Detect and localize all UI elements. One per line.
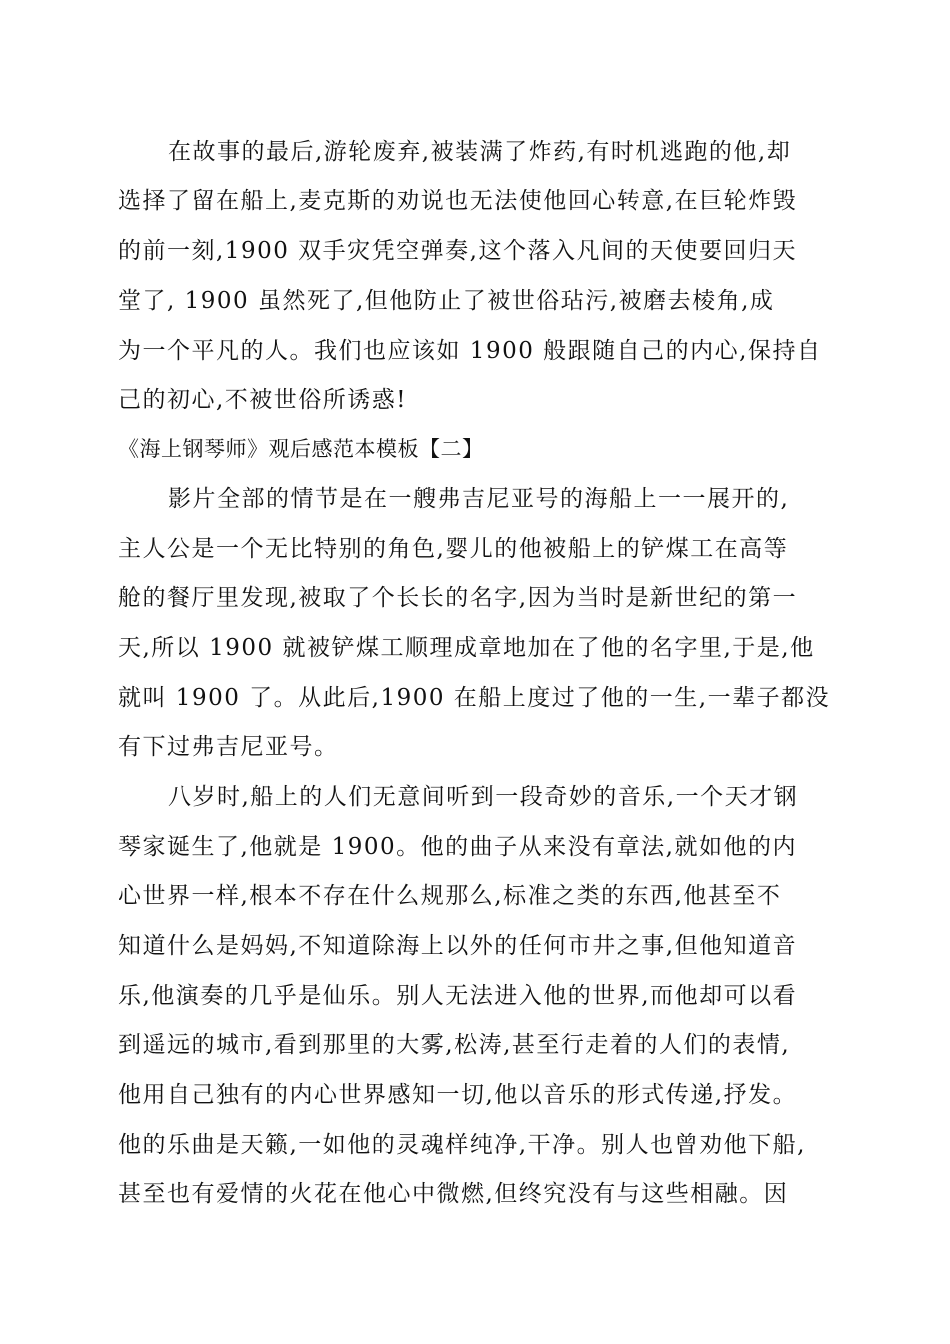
paragraph-line: 天,所以 1900 就被铲煤工顺理成章地加在了他的名字里,于是,他	[118, 635, 815, 661]
paragraph-line: 到遥远的城市,看到那里的大雾,松涛,甚至行走着的人们的表情,	[118, 1032, 791, 1058]
section-heading: 《海上钢琴师》观后感范本模板【二】	[118, 437, 484, 461]
paragraph-line: 有下过弗吉尼亚号。	[118, 734, 339, 760]
paragraph-line: 他用自己独有的内心世界感知一切,他以音乐的形式传递,抒发。	[118, 1082, 798, 1108]
paragraph-line: 的前一刻,1900 双手灾凭空弹奏,这个落入凡间的天使要回归天	[118, 238, 797, 264]
paragraph-line: 主人公是一个无比特别的角色,婴儿的他被船上的铲煤工在高等	[118, 536, 789, 562]
paragraph-line: 就叫 1900 了。从此后,1900 在船上度过了他的一生,一辈子都没	[118, 685, 831, 711]
paragraph-line: 己的初心,不被世俗所诱惑!	[118, 387, 408, 413]
paragraph-line: 舱的餐厅里发现,被取了个长长的名字,因为当时是新世纪的第一	[118, 585, 798, 611]
paragraph-line: 为一个平凡的人。我们也应该如 1900 般跟随自己的内心,保持自	[118, 338, 822, 364]
paragraph-line: 知道什么是妈妈,不知道除海上以外的任何市井之事,但他知道音	[118, 933, 798, 959]
paragraph-line: 在故事的最后,游轮废弃,被装满了炸药,有时机逃跑的他,却	[168, 139, 792, 165]
paragraph-line: 甚至也有爱情的火花在他心中微燃,但终究没有与这些相融。因	[118, 1181, 789, 1207]
paragraph-line: 八岁时,船上的人们无意间听到一段奇妙的音乐,一个天才钢	[168, 784, 799, 810]
paragraph-line: 影片全部的情节是在一艘弗吉尼亚号的海船上一一展开的,	[168, 486, 790, 512]
paragraph-line: 选择了留在船上,麦克斯的劝说也无法使他回心转意,在巨轮炸毁	[118, 188, 798, 214]
paragraph-line: 琴家诞生了,他就是 1900。他的曲子从来没有章法,就如他的内	[118, 834, 797, 860]
paragraph-line: 乐,他演奏的几乎是仙乐。别人无法进入他的世界,而他却可以看	[118, 983, 798, 1009]
paragraph-line: 他的乐曲是天籁,一如他的灵魂样纯净,干净。别人也曾劝他下船,	[118, 1132, 806, 1158]
paragraph-line: 堂了, 1900 虽然死了,但他防止了被世俗玷污,被磨去棱角,成	[118, 288, 775, 314]
paragraph-line: 心世界一样,根本不存在什么规那么,标准之类的东西,他甚至不	[118, 883, 782, 909]
